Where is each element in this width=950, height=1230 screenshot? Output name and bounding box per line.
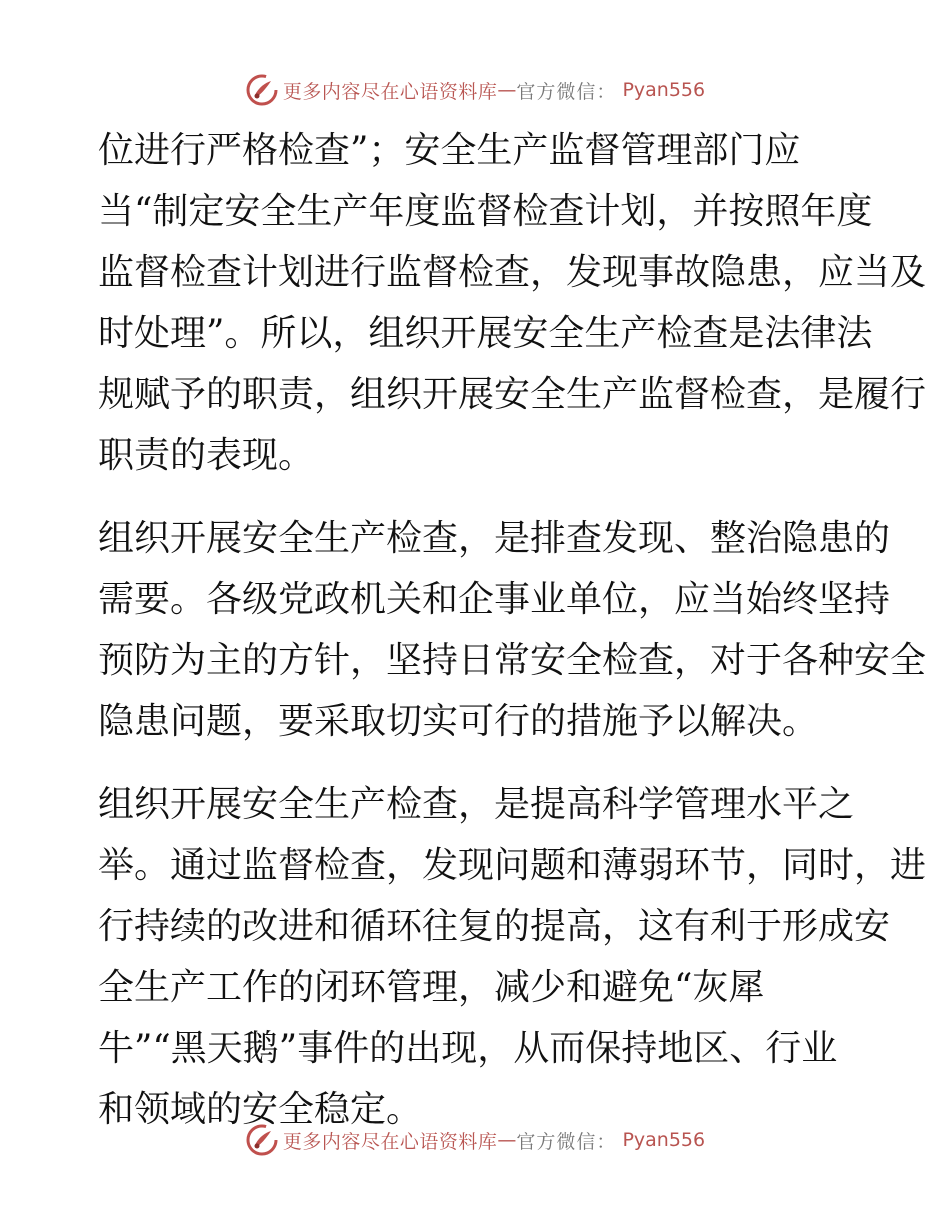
text-line: 当“制定安全生产年度监督检查计划，并按照年度 [98,191,873,232]
text-line: 举。通过监督检查，发现问题和薄弱环节，同时，进 [98,845,927,886]
lotus-brush-logo-icon [245,73,279,107]
footer-watermark [0,1120,950,1160]
paragraph-1 [98,120,927,486]
watermark-wechat-id: Pyan556 [622,79,706,101]
watermark-brand-text: 更多内容尽在心语资料库 [282,1130,498,1153]
text-line: 需要。各级党政机关和企事业单位，应当始终坚持 [98,579,891,620]
watermark-dash: — [497,1129,517,1151]
text-line: 位进行严格检查”；安全生产监督管理部门应 [98,130,801,171]
paragraph-3 [98,774,927,1140]
text-line: 和领域的安全稳定。 [98,1089,423,1130]
watermark-brand-text: 更多内容尽在心语资料库 [282,80,498,103]
paragraph-2 [98,508,927,752]
text-line: 职责的表现。 [98,435,315,476]
watermark-wechat-id: Pyan556 [622,1129,706,1151]
text-line: 全生产工作的闭环管理，减少和避免“灰犀 [98,967,765,1008]
text-line: 预防为主的方针，坚持日常安全检查，对于各种安全 [98,640,927,681]
text-line: 监督检查计划进行监督检查，发现事故隐患，应当及 [98,252,927,293]
watermark-dash: — [497,79,517,101]
watermark-official-label: 官方微信： [516,80,617,103]
text-line: 牛”“黑天鹅”事件的出现，从而保持地区、行业 [98,1028,838,1069]
text-line: 行持续的改进和循环往复的提高，这有利于形成安 [98,906,891,947]
text-line: 组织开展安全生产检查，是提高科学管理水平之 [98,784,855,825]
header-watermark [0,70,950,110]
watermark-official-label: 官方微信： [516,1130,617,1153]
text-line: 隐患问题，要采取切实可行的措施予以解决。 [98,701,819,742]
lotus-brush-logo-icon [245,1123,279,1157]
text-line: 规赋予的职责，组织开展安全生产监督检查，是履行 [98,374,927,415]
document-body [98,120,927,1162]
text-line: 组织开展安全生产检查，是排查发现、整治隐患的 [98,518,891,559]
text-line: 时处理”。所以，组织开展安全生产检查是法律法 [98,313,873,354]
